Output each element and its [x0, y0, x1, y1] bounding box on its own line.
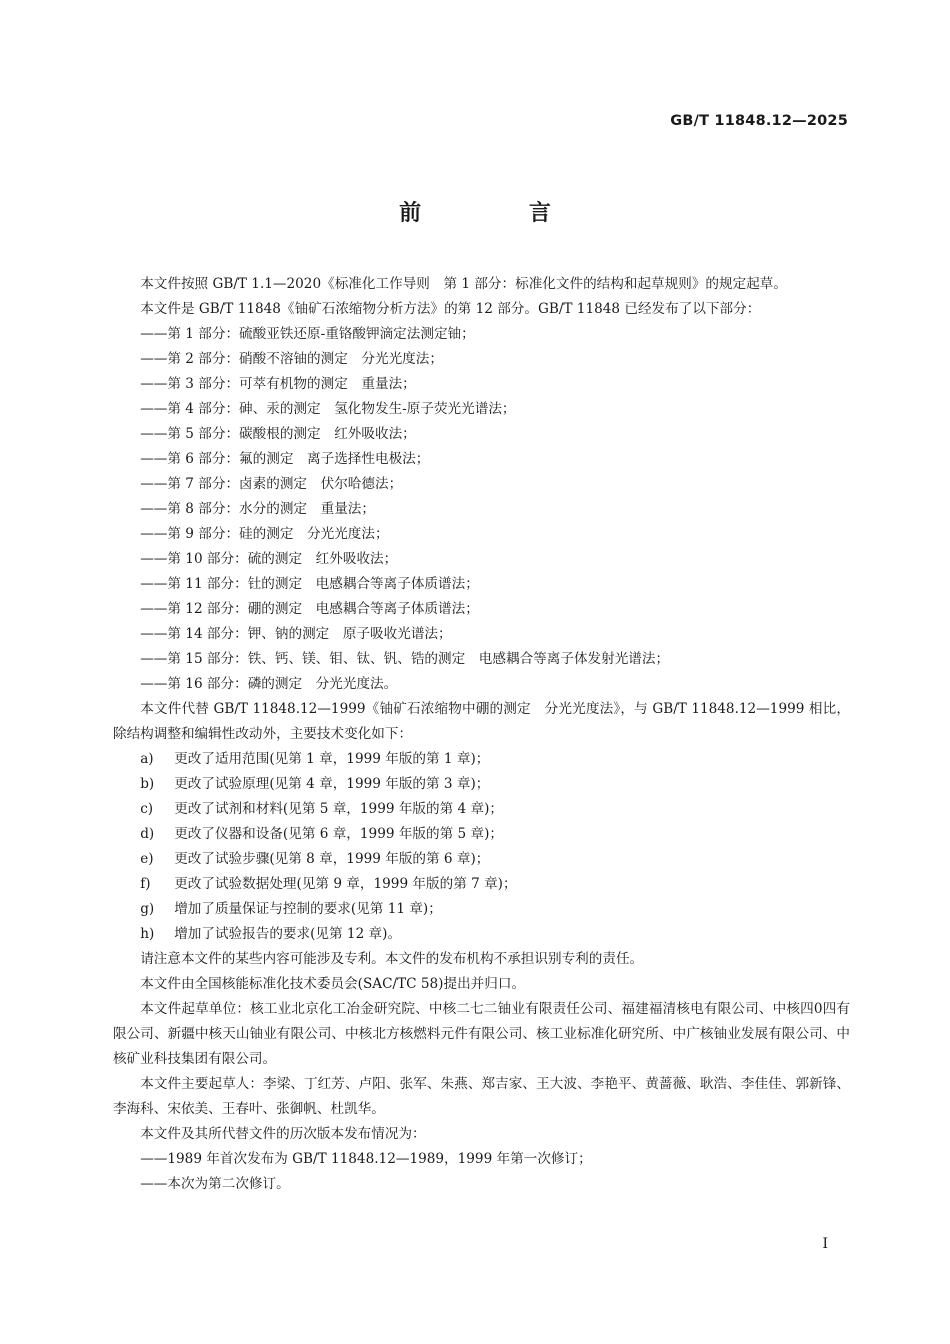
item-text: 更改了试验数据处理(见第 9 章，1999 年版的第 7 章)； — [174, 876, 517, 892]
item-label: a) — [140, 751, 154, 767]
list-item-change — [113, 922, 850, 947]
list-item-part: ——第 11 部分：钍的测定 电感耦合等离子体质谱法； — [140, 576, 479, 592]
list-item-part: ——第 5 部分：碳酸根的测定 红外吸收法； — [140, 426, 416, 442]
list-item-part: ——第 9 部分：硅的测定 分光光度法； — [140, 526, 389, 542]
document-body — [113, 272, 850, 1197]
item-label: b) — [140, 776, 155, 792]
paragraph-drafting-units: 本文件起草单位：核工业北京化工冶金研究院、中核二七二铀业有限责任公司、福建福清核电有限公司、中核四0四有限公司、新疆中核天山铀业有限公司、中核北方核燃料元件有限公司、核工业标准化研究所、中广核铀业发展有限公司、中核矿业科技集团有限公司。 — [113, 1001, 850, 1067]
item-label: c) — [140, 801, 154, 817]
list-item-part: ——第 10 部分：硫的测定 红外吸收法； — [140, 551, 398, 567]
list-item-change — [113, 897, 850, 922]
paragraph-series-intro: 本文件是 GB/T 11848《铀矿石浓缩物分析方法》的第 12 部分。GB/T 11848 已经发布了以下部分： — [140, 301, 761, 317]
paragraph-committee: 本文件由全国核能标准化技术委员会(SAC/TC 58)提出并归口。 — [140, 976, 526, 992]
list-item-part: ——第 8 部分：水分的测定 重量法； — [140, 501, 375, 517]
item-text: 增加了质量保证与控制的要求(见第 11 章)； — [174, 901, 442, 917]
list-item-change — [113, 797, 850, 822]
paragraph-replacement: 本文件代替 GB/T 11848.12—1999《铀矿石浓缩物中硼的测定 分光光度法》，与 GB/T 11848.12—1999 相比，除结构调整和编辑性改动外，主要技术变化如下： — [113, 701, 850, 742]
paragraph-drafters: 本文件主要起草人：李梁、丁红芳、卢阳、张军、朱燕、郑吉家、王大波、李艳平、黄蔷薇、耿浩、李佳佳、郭新锋、李海科、宋依美、王春叶、张御帆、杜凯华。 — [113, 1076, 850, 1117]
item-text: 更改了试剂和材料(见第 5 章，1999 年版的第 4 章)； — [174, 801, 503, 817]
list-item-part: ——第 15 部分：铁、钙、镁、钼、钛、钒、锆的测定 电感耦合等离子体发射光谱法； — [140, 651, 670, 667]
item-label: g) — [140, 901, 155, 917]
list-item-part: ——第 14 部分：钾、钠的测定 原子吸收光谱法； — [140, 626, 452, 642]
list-item-history: ——本次为第二次修订。 — [140, 1176, 290, 1192]
list-item-part: ——第 3 部分：可萃有机物的测定 重量法； — [140, 376, 416, 392]
item-text: 更改了适用范围(见第 1 章，1999 年版的第 1 章)； — [174, 751, 490, 767]
item-text: 更改了试验原理(见第 4 章，1999 年版的第 3 章)； — [174, 776, 490, 792]
item-text: 增加了试验报告的要求(见第 12 章)。 — [174, 926, 402, 942]
page-number: I — [822, 1236, 828, 1252]
list-item-change — [113, 822, 850, 847]
item-text: 更改了试验步骤(见第 8 章，1999 年版的第 6 章)； — [174, 851, 490, 867]
list-item-history: ——1989 年首次发布为 GB/T 11848.12—1989，1999 年第一次修订； — [140, 1151, 592, 1167]
list-item-part: ——第 16 部分：磷的测定 分光光度法。 — [140, 676, 398, 692]
list-item-part: ——第 6 部分：氟的测定 离子选择性电极法； — [140, 451, 430, 467]
list-item-change — [113, 747, 850, 772]
item-label: e) — [140, 851, 154, 867]
paragraph-history-intro: 本文件及其所代替文件的历次版本发布情况为： — [140, 1126, 426, 1142]
list-item-part: ——第 2 部分：硝酸不溶铀的测定 分光光度法； — [140, 351, 443, 367]
item-text: 更改了仪器和设备(见第 6 章，1999 年版的第 5 章)； — [174, 826, 503, 842]
list-item-change — [113, 872, 850, 897]
paragraph-drafting-rules: 本文件按照 GB/T 1.1—2020《标准化工作导则 第 1 部分：标准化文件的结构和起草规则》的规定起草。 — [140, 276, 787, 292]
item-label: h) — [140, 926, 155, 942]
list-item-part: ——第 4 部分：砷、汞的测定 氢化物发生-原子荧光光谱法； — [140, 401, 516, 417]
standard-number: GB/T 11848.12—2025 — [670, 113, 848, 129]
list-item-change — [113, 847, 850, 872]
list-item-part: ——第 1 部分：硫酸亚铁还原-重铬酸钾滴定法测定铀； — [140, 326, 475, 342]
list-item-change — [113, 772, 850, 797]
paragraph-patent-notice: 请注意本文件的某些内容可能涉及专利。本文件的发布机构不承担识别专利的责任。 — [140, 951, 644, 967]
list-item-part: ——第 12 部分：硼的测定 电感耦合等离子体质谱法； — [140, 601, 479, 617]
list-item-part: ——第 7 部分：卤素的测定 伏尔哈德法； — [140, 476, 403, 492]
item-label: f) — [140, 876, 151, 892]
page-title: 前 言 — [399, 201, 601, 226]
item-label: d) — [140, 826, 155, 842]
